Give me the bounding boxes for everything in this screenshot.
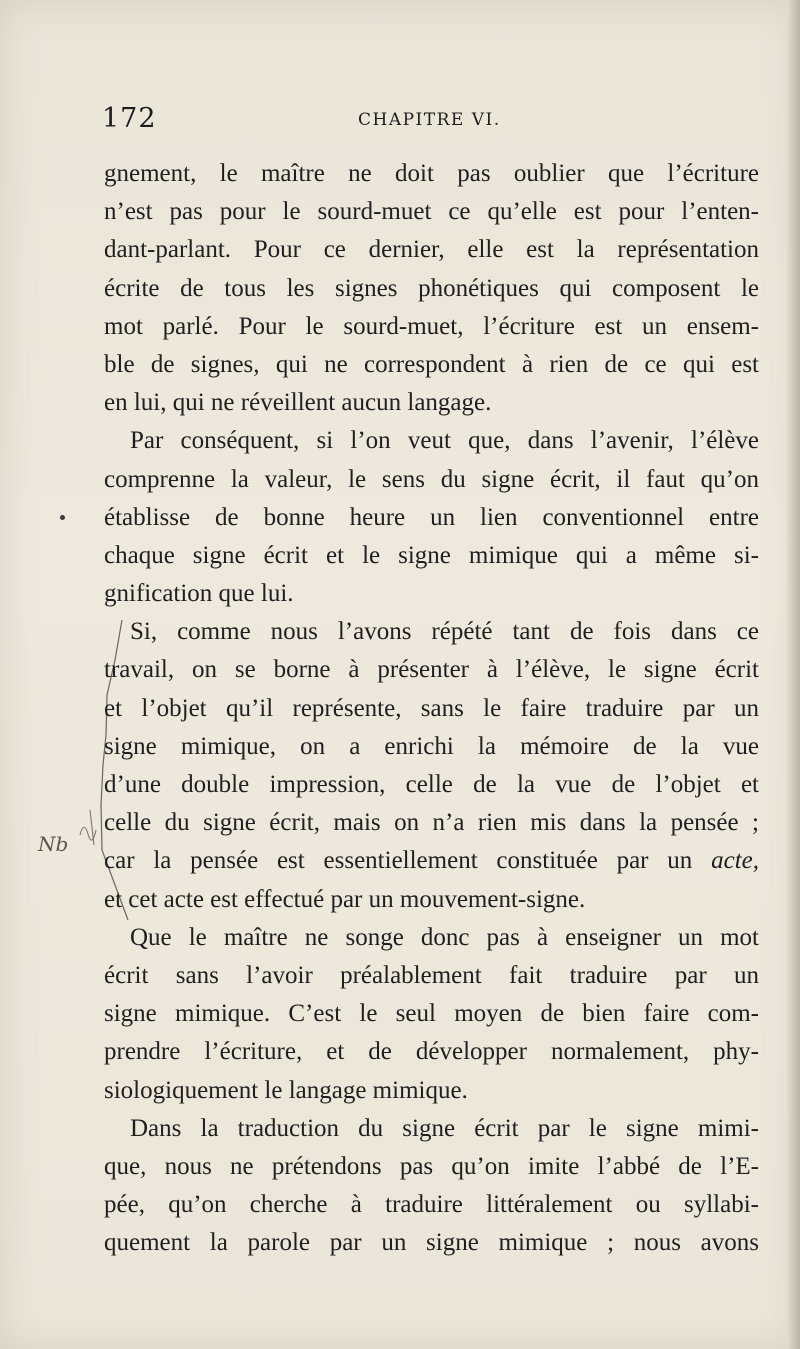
text-line: prendre l’écriture, et de développer normalement, phy- (104, 1038, 759, 1066)
text-line: siologiquement le langage mimique. (104, 1076, 468, 1104)
text-line: chaque signe écrit et le signe mimique qui a même si- (104, 541, 759, 569)
margin-dot (60, 515, 65, 520)
text-line: comprenne la valeur, le sens du signe écrit, il faut qu’on (104, 465, 759, 493)
text-line: dant-parlant. Pour ce dernier, elle est la représentation (104, 236, 759, 264)
text-line: écrite de tous les signes phonétiques qui composent le (104, 274, 759, 302)
text-line: mot parlé. Pour le sourd-muet, l’écriture est un ensem- (104, 312, 759, 340)
text-line: en lui, qui ne réveillent aucun langage. (104, 389, 492, 417)
text-line: car la pensée est essentiellement constituée par un acte, (104, 847, 759, 875)
text-line: travail, on se borne à présenter à l’élève, le signe écrit (104, 656, 759, 684)
text-line: Si, comme nous l’avons répété tant de fois dans ce (130, 618, 759, 646)
text-line: Dans la traduction du signe écrit par le signe mimi- (130, 1114, 759, 1142)
text-line: Par conséquent, si l’on veut que, dans l’avenir, l’élève (130, 427, 759, 455)
body-text (104, 155, 759, 1262)
text-line: signe mimique, on a enrichi la mémoire de la vue (104, 732, 759, 760)
page-number: 172 (102, 103, 157, 134)
margin-note: Nb (38, 832, 69, 856)
text-line: écrit sans l’avoir préalablement fait traduire par un (104, 961, 759, 989)
text-line: que, nous ne prétendons pas qu’on imite l’abbé de l’E- (104, 1152, 759, 1180)
text-line: ble de signes, qui ne correspondent à rien de ce qui est (104, 350, 759, 378)
text-line: n’est pas pour le sourd-muet ce qu’elle est pour l’enten- (104, 198, 759, 226)
text-line: et cet acte est effectué par un mouvement-signe. (104, 885, 586, 913)
text-line: établisse de bonne heure un lien conventionnel entre (104, 503, 759, 531)
text-line: et l’objet qu’il représente, sans le faire traduire par un (104, 694, 759, 722)
text-line: Que le maître ne songe donc pas à enseigner un mot (130, 923, 759, 951)
italic-word: acte, (711, 847, 759, 875)
text-line: quement la parole par un signe mimique ; nous avons (104, 1229, 759, 1257)
text-line: signe mimique. C’est le seul moyen de bien faire com- (104, 1000, 759, 1028)
text-line: gnification que lui. (104, 580, 294, 608)
running-head: CHAPITRE VI. (358, 110, 501, 130)
text-line: pée, qu’on cherche à traduire littéralement ou syllabi- (104, 1191, 759, 1219)
text-line: celle du signe écrit, mais on n’a rien mis dans la pensée ; (104, 809, 759, 837)
text-line: gnement, le maître ne doit pas oublier que l’écriture (104, 160, 759, 187)
page-edge (786, 0, 800, 1349)
page-header (102, 103, 762, 143)
text-line: d’une double impression, celle de la vue de l’objet et (104, 771, 759, 798)
